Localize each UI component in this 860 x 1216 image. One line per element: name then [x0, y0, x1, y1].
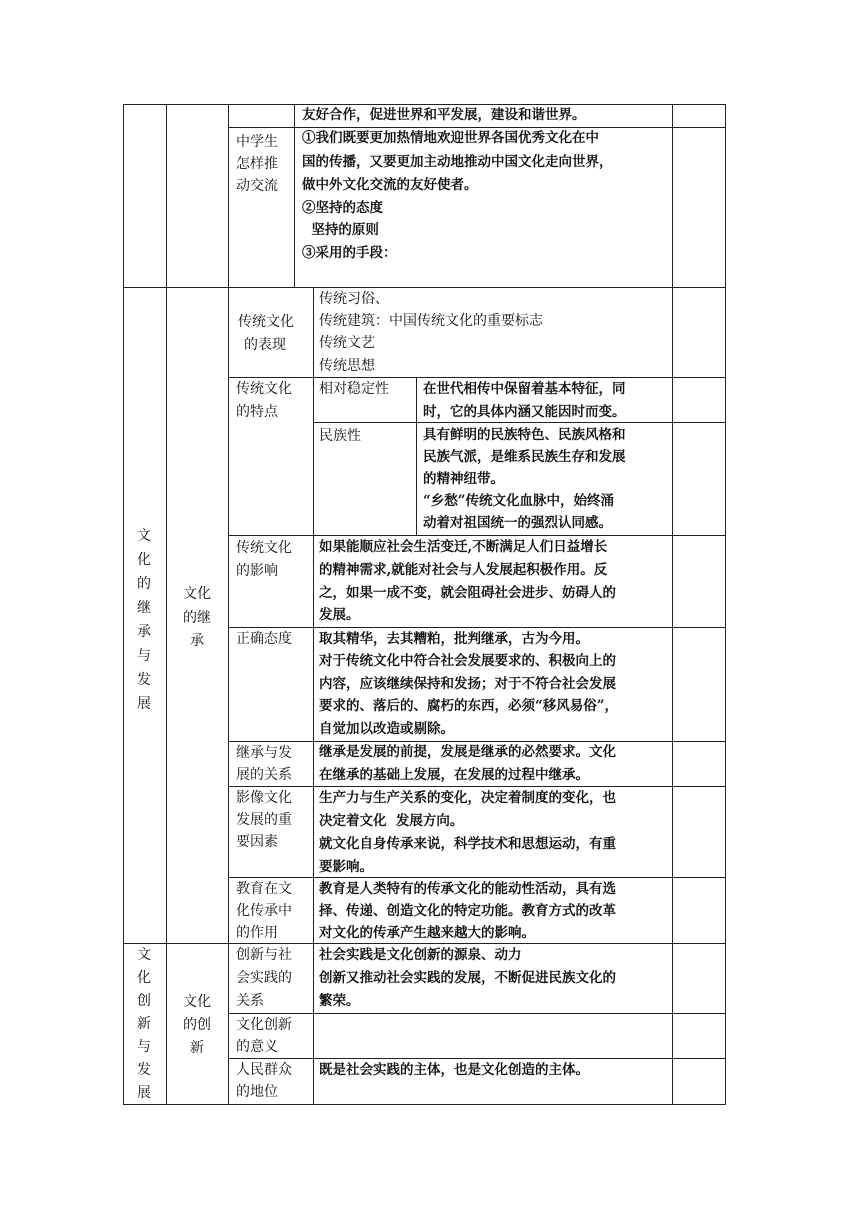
rule-practice-bottom: [228, 1013, 726, 1014]
influence-content: 发展。: [319, 607, 360, 623]
col1-char: 的: [137, 576, 151, 592]
practice-content: 繁荣。: [319, 993, 360, 1009]
content-line: 做中外文化交流的友好使者。: [302, 177, 478, 193]
factors-content: 生产力与生产关系的变化，决定着制度的变化，也: [319, 790, 616, 806]
attitude-content: 对于传统文化中符合社会发展要求的、积极向上的: [319, 653, 616, 669]
practice-content: 社会实践是文化创新的源泉、动力: [319, 947, 522, 963]
national-name: 民族性: [319, 428, 361, 444]
relation-content: 在继承的基础上发展，在发展的过程中继承。: [319, 767, 589, 783]
features-label: 的特点: [236, 404, 278, 420]
rule-section1-top: [123, 287, 726, 288]
masses-label: 人民群众: [236, 1062, 292, 1078]
col1-char: 发: [137, 672, 151, 688]
stability-content: 在世代相传中保留着基本特征，同: [423, 381, 626, 397]
col1-char: 与: [137, 648, 151, 664]
education-content: 择、传递、创造文化的特定功能。教育方式的改革: [319, 903, 616, 919]
masses-label: 的地位: [236, 1084, 278, 1100]
significance-label: 的意义: [236, 1039, 278, 1055]
col1-char: 展: [137, 696, 151, 712]
manifestation-content: 传统习俗、: [319, 291, 389, 307]
rule-content-left-top: [294, 104, 295, 287]
rule-subdetail-left: [416, 377, 417, 535]
content-line: ②坚持的态度: [302, 200, 383, 216]
masses-content: 既是社会实践的主体，也是文化创造的主体。: [319, 1062, 589, 1078]
relation-label: 继承与发: [236, 745, 292, 761]
label-line: 中学生: [236, 134, 278, 150]
influence-content: 之，如果一成不变，就会阻碍社会进步、妨碍人的: [319, 585, 616, 601]
national-content: “乡愁”传统文化血脉中，始终涌: [423, 493, 615, 509]
col1-char: 与: [137, 1039, 151, 1055]
col1-char: 展: [137, 1085, 151, 1101]
factors-label: 发展的重: [236, 812, 292, 828]
stability-content: 时，它的具体内涵又能因时而变。: [423, 404, 626, 420]
attitude-content: 自觉加以改造或剔除。: [319, 721, 454, 737]
content-line: 国的传播，又要更加主动地推动中国文化走向世界，: [302, 154, 613, 170]
influence-label: 的影响: [236, 563, 278, 579]
significance-label: 文化创新: [236, 1017, 292, 1033]
practice-content: 创新又推动社会实践的发展，不断促进民族文化的: [319, 970, 616, 986]
col1-char: 化: [137, 552, 151, 568]
relation-label: 展的关系: [236, 767, 292, 783]
col2-line: 承: [190, 633, 204, 649]
national-content: 民族气派，是维系民族生存和发展: [423, 449, 626, 465]
col1-char: 继: [137, 600, 151, 616]
col1-char: 化: [137, 970, 151, 986]
manifestation-label: 传统文化: [238, 314, 294, 330]
factors-content: 就文化自身传承来说，科学技术和思想运动，有重: [319, 836, 616, 852]
influence-content: 的精神需求,就能对社会与人发展起积极作用。反: [319, 562, 608, 578]
col2-line: 新: [190, 1040, 204, 1056]
attitude-content: 取其精华，去其糟粕，批判继承，古为今用。: [319, 631, 589, 647]
manifestation-content: 传统文艺: [319, 335, 375, 351]
label-line: 怎样推: [236, 156, 278, 172]
factors-content: 决定着文化 发展方向。: [319, 813, 464, 829]
national-content: 具有鲜明的民族特色、民族风格和: [423, 427, 626, 443]
factors-content: 要影响。: [319, 859, 373, 875]
continuation-text: 友好合作，促进世界和平发展，建设和谐世界。: [302, 107, 586, 123]
rule-col3-left: [228, 104, 229, 1105]
education-content: 对文化的传承产生越来越大的影响。: [319, 925, 535, 941]
rule-bottom: [123, 1104, 726, 1105]
factors-label: 要因素: [236, 834, 278, 850]
col1-char: 文: [137, 528, 151, 544]
content-line: 坚持的原则: [302, 222, 379, 238]
relation-content: 继承是发展的前提，发展是继承的必然要求。文化: [319, 744, 616, 760]
attitude-content: 内容，应该继续保持和发扬；对于不符合社会发展: [319, 676, 616, 692]
practice-label: 关系: [236, 993, 264, 1009]
practice-label: 创新与社: [236, 947, 292, 963]
rule-left: [123, 104, 124, 1105]
influence-label: 传统文化: [236, 540, 292, 556]
education-content: 教育是人类特有的传承文化的能动性活动，具有选: [319, 881, 616, 897]
factors-label: 影像文化: [236, 790, 292, 806]
attitude-label: 正确态度: [236, 631, 292, 647]
manifestation-content: 传统思想: [319, 358, 375, 374]
col2-line: 文化: [183, 586, 211, 602]
content-line: ③采用的手段：: [302, 245, 397, 261]
col1-char: 承: [137, 624, 151, 640]
features-label: 传统文化: [236, 381, 292, 397]
content-line: ①我们既要更加热情地欢迎世界各国优秀文化在中: [302, 130, 599, 146]
stability-name: 相对稳定性: [319, 381, 389, 397]
influence-content: 如果能顺应社会生活变迁,不断满足人们日益增长: [319, 539, 608, 555]
education-label: 教育在文: [236, 881, 292, 897]
col1-char: 发: [137, 1062, 151, 1078]
rule-content-left: [313, 287, 314, 1105]
manifestation-content: 传统建筑：中国传统文化的重要标志: [319, 313, 543, 329]
col2-line: 的继: [183, 610, 211, 626]
col2-line: 的创: [183, 1017, 211, 1033]
manifestation-label: 的表现: [244, 337, 286, 353]
national-content: 动着对祖国统一的强烈认同感。: [423, 515, 612, 531]
col1-char: 新: [137, 1016, 151, 1032]
education-label: 的作用: [236, 925, 278, 941]
col2-line: 文化: [183, 994, 211, 1010]
rule-extra-col-left: [672, 104, 673, 1105]
education-label: 化传承中: [236, 903, 292, 919]
label-line: 动交流: [236, 178, 278, 194]
national-content: 的精神纽带。: [423, 471, 504, 487]
practice-label: 会实践的: [236, 970, 292, 986]
attitude-content: 要求的、落后的、腐朽的东西，必须“移风易俗”，: [319, 698, 619, 714]
rule-right: [725, 104, 726, 1105]
col1-char: 创: [137, 993, 151, 1009]
col1-char: 文: [137, 947, 151, 963]
rule-col2-left: [166, 104, 167, 1105]
